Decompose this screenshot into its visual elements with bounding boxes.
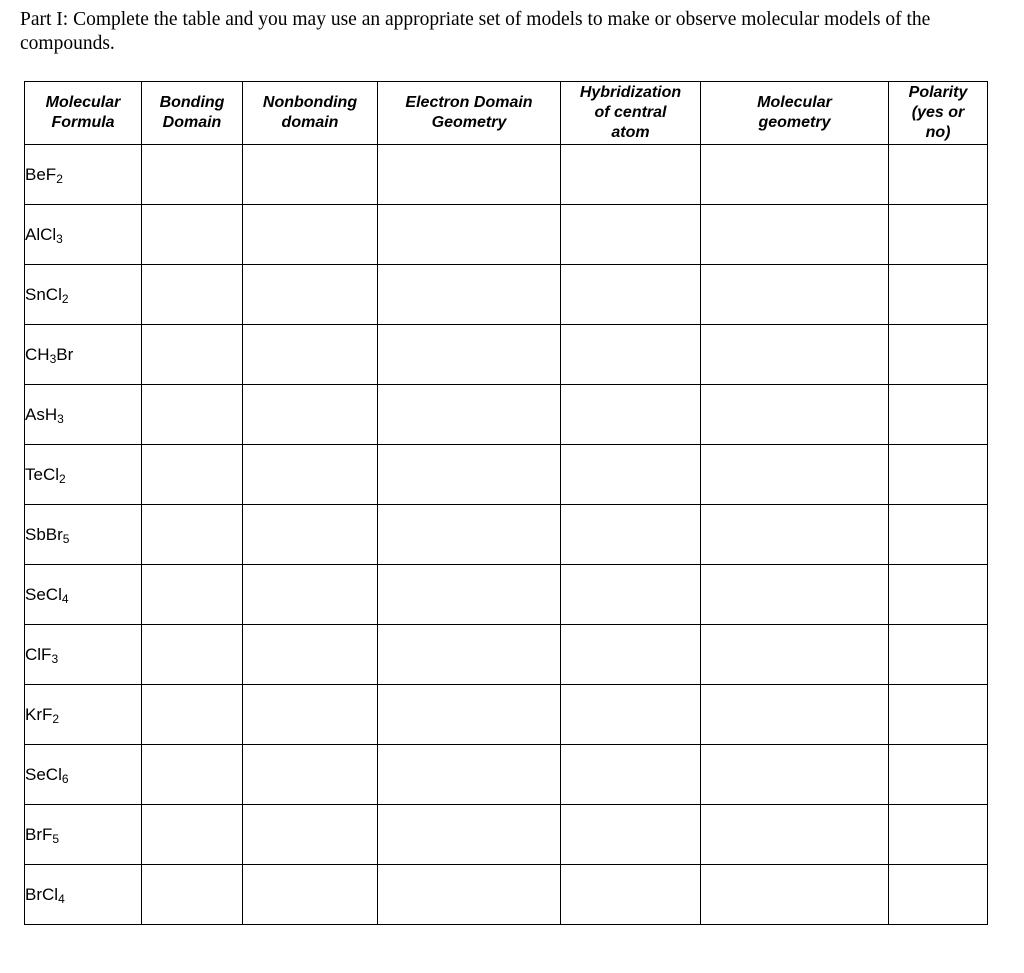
bonding-domain-cell[interactable] [142,145,243,205]
electron-domain-geometry-cell[interactable] [378,745,561,805]
instructions-text: Part I: Complete the table and you may use an appropriate set of models to make or observe molecular models of the compounds. [20,9,931,54]
hybridization-cell[interactable] [561,325,701,385]
bonding-domain-cell[interactable] [142,625,243,685]
molecular-geometry-cell[interactable] [701,745,889,805]
molecular-formula-cell: BrCl$_4$ [25,865,142,925]
hybridization-cell[interactable] [561,205,701,265]
bonding-domain-cell[interactable] [142,445,243,505]
electron-domain-geometry-cell[interactable] [378,865,561,925]
molecular-geometry-cell[interactable] [701,205,889,265]
electron-domain-geometry-cell[interactable] [378,505,561,565]
polarity-cell[interactable] [889,505,988,565]
polarity-cell[interactable] [889,805,988,865]
molecular-formula-cell: KrF$_2$ [25,685,142,745]
bonding-domain-cell[interactable] [142,865,243,925]
hybridization-cell[interactable] [561,385,701,445]
header-molecular-formula: Molecular Formula [25,82,142,145]
header-polarity: Polarity (yes or no) [889,82,988,145]
table-row [25,625,988,685]
electron-domain-geometry-cell[interactable] [378,265,561,325]
bonding-domain-cell[interactable] [142,265,243,325]
header-molecular-geometry: Molecular geometry [701,82,889,145]
hybridization-cell[interactable] [561,805,701,865]
molecular-geometry-cell[interactable] [701,805,889,865]
nonbonding-domain-cell[interactable] [243,505,378,565]
table-row [25,325,988,385]
electron-domain-geometry-cell[interactable] [378,445,561,505]
polarity-cell[interactable] [889,745,988,805]
bonding-domain-cell[interactable] [142,385,243,445]
hybridization-cell[interactable] [561,565,701,625]
molecular-formula-cell: ClF$_3$ [25,625,142,685]
polarity-cell[interactable] [889,325,988,385]
bonding-domain-cell[interactable] [142,505,243,565]
nonbonding-domain-cell[interactable] [243,325,378,385]
table-row [25,805,988,865]
electron-domain-geometry-cell[interactable] [378,325,561,385]
electron-domain-geometry-cell[interactable] [378,205,561,265]
nonbonding-domain-cell[interactable] [243,685,378,745]
electron-domain-geometry-cell[interactable] [378,145,561,205]
hybridization-cell[interactable] [561,625,701,685]
nonbonding-domain-cell[interactable] [243,625,378,685]
header-row [25,82,988,145]
polarity-cell[interactable] [889,685,988,745]
hybridization-cell[interactable] [561,445,701,505]
table-body [25,145,988,925]
molecular-geometry-cell[interactable] [701,445,889,505]
bonding-domain-cell[interactable] [142,565,243,625]
table-row [25,145,988,205]
header-hybridization: Hybridization of central atom [561,82,701,145]
table-header [25,82,988,145]
hybridization-cell[interactable] [561,265,701,325]
molecular-formula-cell: BeF$_2$ [25,145,142,205]
hybridization-cell[interactable] [561,145,701,205]
table-row [25,565,988,625]
molecular-geometry-cell[interactable] [701,265,889,325]
molecular-formula-cell: TeCl$_2$ [25,445,142,505]
bonding-domain-cell[interactable] [142,745,243,805]
bonding-domain-cell[interactable] [142,205,243,265]
molecular-formula-cell: BrF$_5$ [25,805,142,865]
polarity-cell[interactable] [889,625,988,685]
molecular-geometry-cell[interactable] [701,685,889,745]
electron-domain-geometry-cell[interactable] [378,385,561,445]
hybridization-cell[interactable] [561,685,701,745]
table-row [25,685,988,745]
table-row [25,385,988,445]
polarity-cell[interactable] [889,565,988,625]
molecular-geometry-table [24,81,988,925]
table-row [25,445,988,505]
nonbonding-domain-cell[interactable] [243,145,378,205]
table-row [25,745,988,805]
molecular-geometry-cell[interactable] [701,865,889,925]
molecular-formula-cell: $CH_3Br$ [25,325,142,385]
molecular-geometry-cell[interactable] [701,325,889,385]
molecular-geometry-cell[interactable] [701,625,889,685]
electron-domain-geometry-cell[interactable] [378,625,561,685]
nonbonding-domain-cell[interactable] [243,745,378,805]
molecular-geometry-cell[interactable] [701,505,889,565]
polarity-cell[interactable] [889,385,988,445]
polarity-cell[interactable] [889,205,988,265]
hybridization-cell[interactable] [561,865,701,925]
molecular-geometry-cell[interactable] [701,385,889,445]
nonbonding-domain-cell[interactable] [243,805,378,865]
nonbonding-domain-cell[interactable] [243,385,378,445]
polarity-cell[interactable] [889,145,988,205]
header-electron-domain-geometry: Electron Domain Geometry [378,82,561,145]
hybridization-cell[interactable] [561,505,701,565]
nonbonding-domain-cell[interactable] [243,445,378,505]
nonbonding-domain-cell[interactable] [243,205,378,265]
bonding-domain-cell[interactable] [142,325,243,385]
table-row [25,865,988,925]
nonbonding-domain-cell[interactable] [243,265,378,325]
molecular-formula-cell: SeCl$_6$ [25,745,142,805]
header-nonbonding-domain: Nonbonding domain [243,82,378,145]
molecular-geometry-cell[interactable] [701,565,889,625]
polarity-cell[interactable] [889,865,988,925]
bonding-domain-cell[interactable] [142,805,243,865]
polarity-cell[interactable] [889,445,988,505]
table-row [25,265,988,325]
molecular-formula-cell: AsH$_3$ [25,385,142,445]
bonding-domain-cell[interactable] [142,685,243,745]
molecular-geometry-cell[interactable] [701,145,889,205]
table-row [25,205,988,265]
hybridization-cell[interactable] [561,745,701,805]
table-row [25,505,988,565]
electron-domain-geometry-cell[interactable] [378,685,561,745]
molecular-formula-cell: SeCl$_4$ [25,565,142,625]
molecular-formula-cell: AlCl$_3$ [25,205,142,265]
molecular-formula-cell: SnCl$_2$ [25,265,142,325]
electron-domain-geometry-cell[interactable] [378,805,561,865]
nonbonding-domain-cell[interactable] [243,865,378,925]
electron-domain-geometry-cell[interactable] [378,565,561,625]
nonbonding-domain-cell[interactable] [243,565,378,625]
header-bonding-domain: Bonding Domain [142,82,243,145]
polarity-cell[interactable] [889,265,988,325]
molecular-formula-cell: SbBr$_5$ [25,505,142,565]
